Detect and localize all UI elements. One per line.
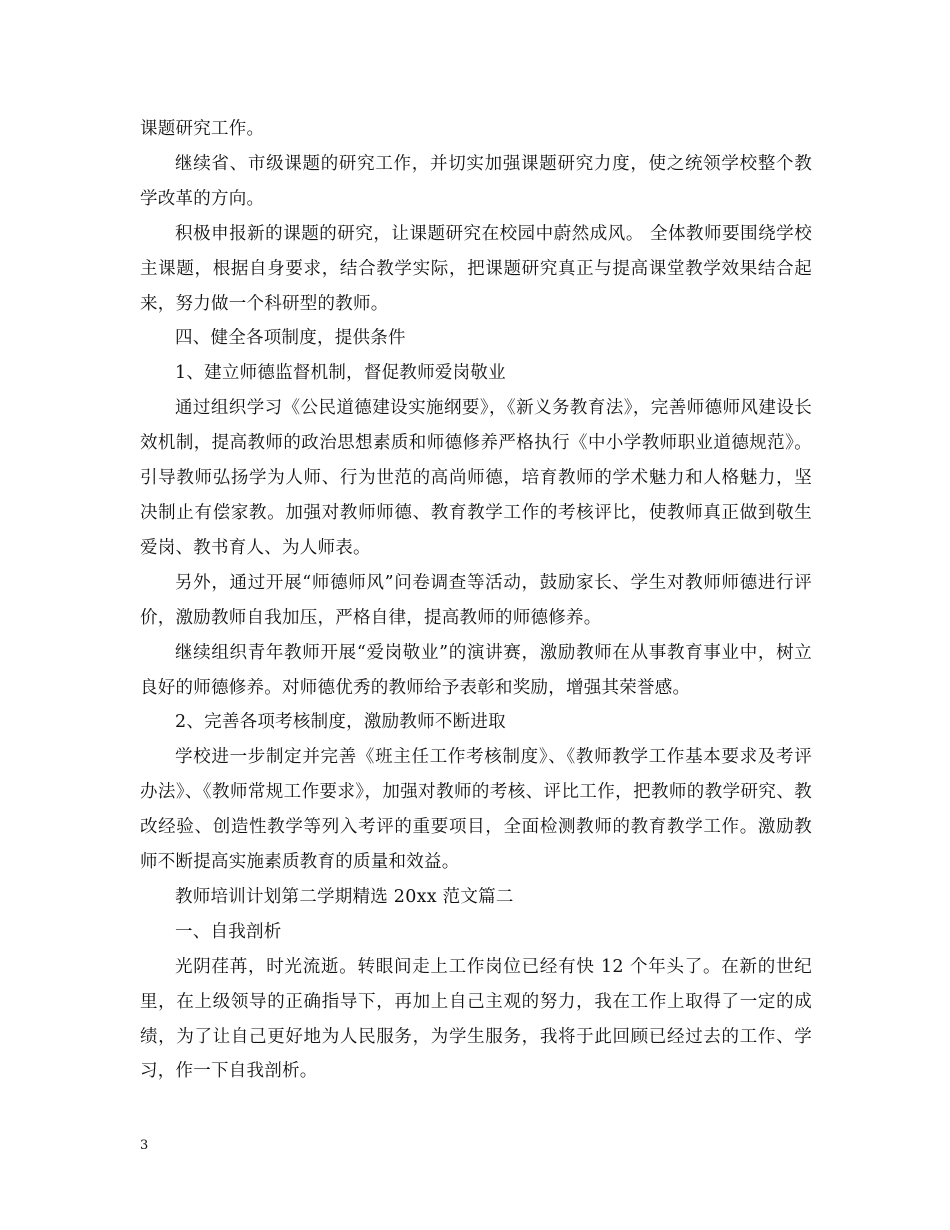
- paragraph-1: 课题研究工作。: [140, 119, 265, 139]
- paragraph-13: 光阴荏苒，时光流逝。转眼间走上工作岗位已经有快 12 个年头了。在新的世纪里，在上级领导的正确指导下，再加上自己主观的努力，我在工作上取得了一定的成绩，为了让自己更好地为人民服务，为学生服务，我将于此回顾已经过去的工作、学习，作一下自我剖析。: [140, 956, 812, 1082]
- paragraph-10: 学校进一步制定并完善《班主任工作考核制度》、《教师教学工作基本要求及考评办法》、《教师常规工作要求》，加强对教师的考核、评比工作，把教师的教学研究、教改经验、创造性教学等列入考评的重要项目，全面检测教师的教育教学工作。激励教师不断提高实施素质教育的质量和效益。: [140, 747, 812, 873]
- paragraph-3: 积极申报新的课题的研究，让课题研究在校园中蔚然成风。 全体教师要围绕学校主课题，根据自身要求，结合教学实际，把课题研究真正与提高课堂教学效果结合起来，努力做一个科研型的教师。: [140, 223, 812, 314]
- subheading-2: 2、完善各项考核制度，激励教师不断进取: [175, 712, 506, 733]
- subheading-1: 1、建立师德监督机制，督促教师爱岗敬业: [175, 363, 506, 384]
- document-body: [140, 112, 812, 1089]
- page-number: 3: [140, 1138, 149, 1153]
- section-heading-4: 四、健全各项制度，提供条件: [175, 328, 406, 349]
- paragraph-2: 继续省、市级课题的研究工作，并切实加强课题研究力度，使之统领学校整个教学改革的方向。: [140, 153, 812, 209]
- paragraph-7: 另外，通过开展“师德师风”问卷调查等活动，鼓励家长、学生对教师师德进行评价，激励教师自我加压，严格自律，提高教师的师德修养。: [140, 572, 812, 628]
- article-title-2: 教师培训计划第二学期精选 20xx 范文篇二: [175, 886, 514, 907]
- paragraph-8: 继续组织青年教师开展“爱岗敬业”的演讲赛，激励教师在从事教育事业中，树立良好的师德修养。对师德优秀的教师给予表彰和奖励，增强其荣誉感。: [140, 642, 812, 698]
- section-heading-1: 一、自我剖析: [175, 921, 282, 942]
- paragraph-6: 通过组织学习《公民道德建设实施纲要》，《新义务教育法》，完善师德师风建设长效机制，提高教师的政治思想素质和师德修养严格执行《中小学教师职业道德规范》。引导教师弘扬学为人师、行为世范的高尚师德，培育教师的学术魅力和人格魅力，坚决制止有偿家教。加强对教师师德、教育教学工作的考核评比，使教师真正做到敬生爱岗、教书育人、为人师表。: [140, 398, 812, 558]
